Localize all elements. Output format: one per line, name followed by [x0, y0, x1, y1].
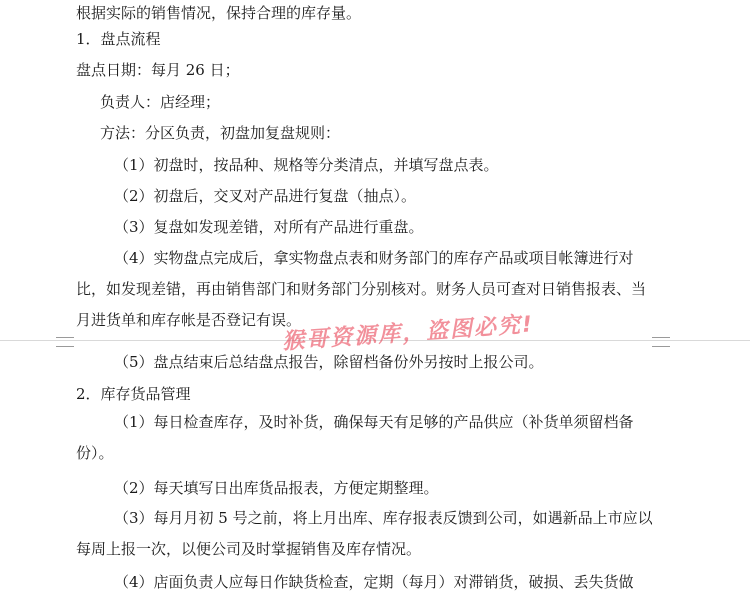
list-item: （4）实物盘点完成后，拿实物盘点表和财务部门的库存产品或项目帐簿进行对比，如发现差错，再由销售部门和财务部门分别核对。财务人员可查对日销售报表、当月进货单和库存帐是否登记有误。 — [76, 249, 647, 329]
watermark: 猴哥资源库，盗图必究! — [281, 312, 535, 355]
section-heading: 2．库存货品管理 — [76, 385, 191, 403]
page-corner-mark-left — [56, 337, 74, 347]
list-item: （4）店面负责人应每日作缺货检查，定期（每月）对滞销货，破损、丢失货做 — [114, 573, 634, 591]
list-item: （1）每日检查库存，及时补货，确保每天有足够的产品供应（补货单须留档备份）。 — [76, 413, 634, 462]
list-item: （5）盘点结束后总结盘点报告，除留档备份外另按时上报公司。 — [114, 353, 544, 371]
paragraph-line: 方法：分区负责，初盘加复盘规则： — [100, 124, 341, 142]
list-item: （2）初盘后，交叉对产品进行复盘（抽点）。 — [114, 187, 417, 205]
list-item: （1）初盘时，按品种、规格等分类清点，并填写盘点表。 — [114, 156, 499, 174]
list-item: （3）复盘如发现差错，对所有产品进行重盘。 — [114, 218, 424, 236]
paragraph-line: 负责人：店经理； — [100, 93, 221, 111]
paragraph-line: 盘点日期：每月 26 日； — [76, 61, 240, 79]
list-item: （2）每天填写日出库货品报表，方便定期整理。 — [114, 479, 439, 497]
paragraph-line: 根据实际的销售情况，保持合理的库存量。 — [76, 4, 362, 22]
page-corner-mark-right — [652, 337, 670, 347]
list-item: （3）每月月初 5 号之前，将上月出库、库存报表反馈到公司，如遇新品上市应以每周上报一次，以便公司及时掌握销售及库存情况。 — [76, 509, 653, 558]
section-heading: 1．盘点流程 — [76, 30, 161, 48]
